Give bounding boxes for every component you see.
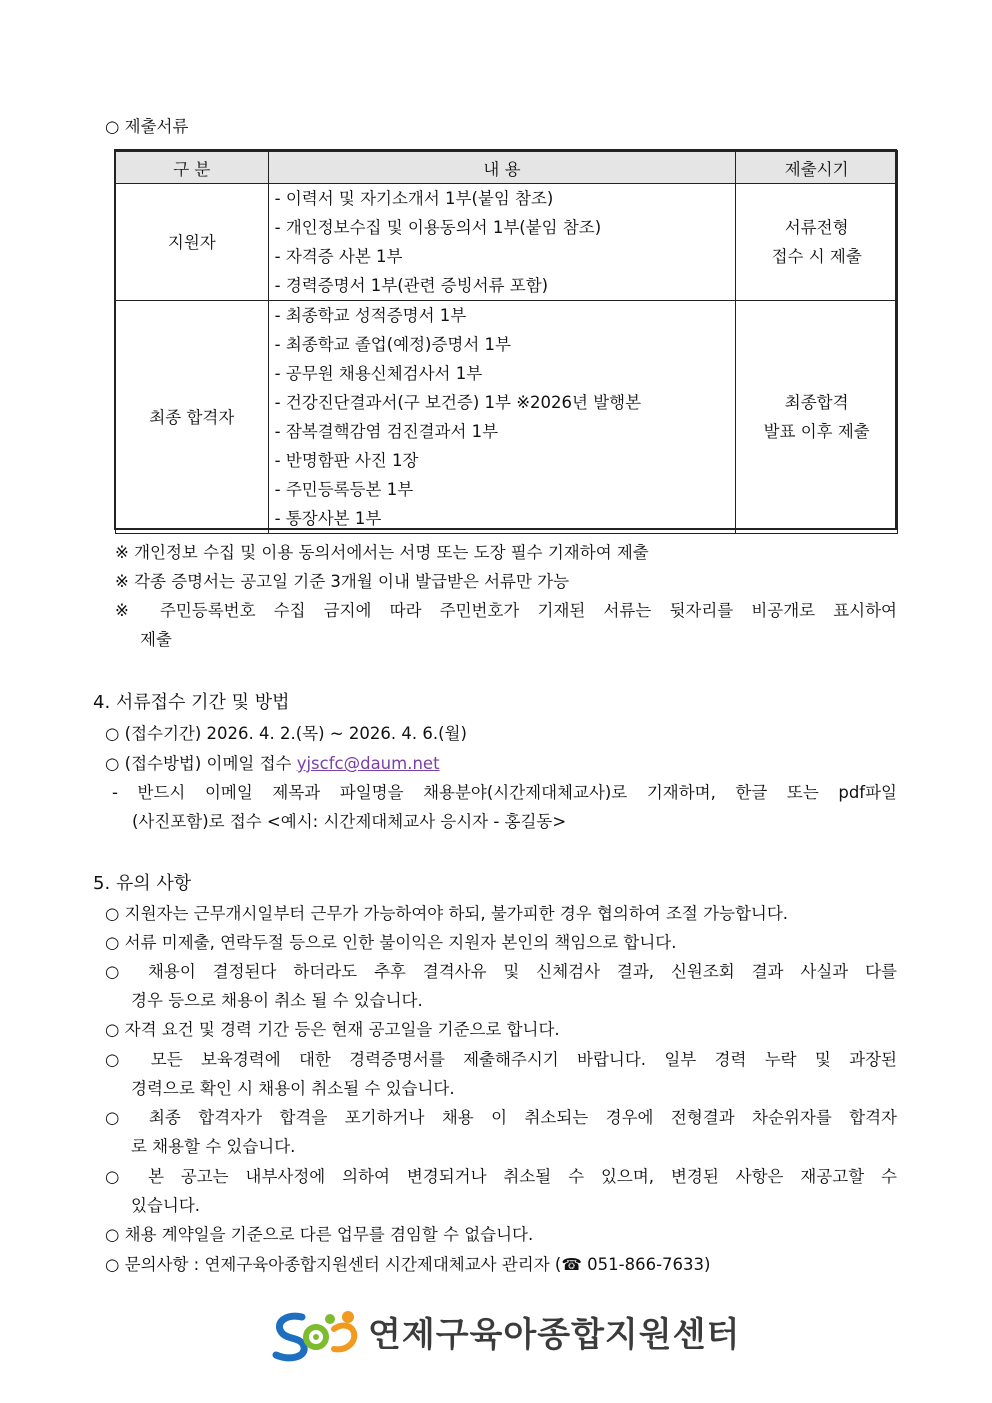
list-item: - 자격증 사본 1부: [274, 247, 403, 266]
notice-item-continued: 로 채용할 수 있습니다.: [131, 1137, 296, 1156]
section4-title: 4. 서류접수 기간 및 방법: [93, 692, 290, 713]
notice-item: ○ 최종 합격자가 합격을 포기하거나 채용 이 취소되는 경우에 전형결과 차순위자를 합격자: [105, 1108, 897, 1127]
row-category: 최종 합격자: [116, 301, 269, 534]
table-row: [116, 184, 898, 301]
notice-item: ○ 지원자는 근무개시일부터 근무가 가능하여야 하되, 불가피한 경우 협의하여 조절 가능합니다.: [105, 904, 789, 923]
list-item: - 반명함판 사진 1장: [274, 451, 419, 470]
note-item-continued: 제출: [140, 630, 172, 649]
list-item: - 통장사본 1부: [274, 509, 382, 528]
notice-item-continued: 있습니다.: [131, 1196, 201, 1215]
submission-table: [115, 150, 898, 534]
row-timing: [736, 184, 898, 301]
note-item: ※ 각종 증명서는 공고일 기준 3개월 이내 발급받은 서류만 가능: [115, 572, 570, 591]
center-logo: [272, 1307, 741, 1363]
list-item: - 최종학교 성적증명서 1부: [274, 306, 467, 325]
notice-item: ○ 자격 요건 및 경력 기간 등은 현재 공고일을 기준으로 합니다.: [105, 1020, 560, 1039]
method-line: [105, 752, 440, 776]
row-items: [268, 301, 736, 534]
row-category: 지원자: [116, 184, 269, 301]
note-item: ※ 주민등록번호 수집 금지에 따라 주민번호가 기재된 서류는 뒷자리를 비공개로 표시하여: [115, 601, 897, 620]
email-link[interactable]: yjscfc@daum.net: [296, 754, 440, 773]
list-item: - 최종학교 졸업(예정)증명서 1부: [274, 335, 511, 354]
notice-item: ○ 채용 계약일을 기준으로 다른 업무를 겸임할 수 없습니다.: [105, 1225, 534, 1244]
list-item: - 주민등록등본 1부: [274, 480, 414, 499]
period-line: ○ (접수기간) 2026. 4. 2.(목) ~ 2026. 4. 6.(월): [105, 724, 467, 743]
row-items: [268, 184, 736, 301]
notice-item-continued: 경우 등으로 채용이 취소 될 수 있습니다.: [131, 991, 423, 1010]
center-logo-icon: [272, 1307, 364, 1363]
table-row: [116, 301, 898, 534]
section5-title: 5. 유의 사항: [93, 873, 192, 894]
header-category: 구 분: [116, 151, 269, 184]
list-item: - 개인정보수집 및 이용동의서 1부(붙임 참조): [274, 218, 602, 237]
notice-item: ○ 문의사항 : 연제구육아종합지원센터 시간제대체교사 관리자 (☎ 051-866-7633): [105, 1255, 711, 1274]
center-logo-text: 연제구육아종합지원센터: [368, 1315, 741, 1355]
instruction-line: - 반드시 이메일 제목과 파일명을 채용분야(시간제대체교사)로 기재하며, 한글 또는 pdf파일: [112, 783, 897, 802]
method-label: ○ (접수방법) 이메일 접수: [105, 754, 297, 773]
notice-item: ○ 모든 보육경력에 대한 경력증명서를 제출해주시기 바랍니다. 일부 경력 누락 및 과장된: [105, 1050, 897, 1069]
instruction-line-continued: (사진포함)로 접수 <예시: 시간제대체교사 응시자 - 홍길동>: [132, 812, 567, 831]
list-item: - 건강진단결과서(구 보건증) 1부 ※2026년 발행본: [274, 393, 642, 412]
list-item: - 이력서 및 자기소개서 1부(붙임 참조): [274, 189, 554, 208]
submission-heading: ○ 제출서류: [105, 117, 189, 136]
timing-line: 발표 이후 제출: [763, 422, 870, 441]
timing-line: 서류전형: [784, 218, 849, 237]
timing-line: 최종합격: [784, 393, 849, 412]
notice-item: ○ 서류 미제출, 연락두절 등으로 인한 불이익은 지원자 본인의 책임으로 합니다.: [105, 933, 677, 952]
list-item: - 잠복결핵감염 검진결과서 1부: [274, 422, 499, 441]
header-timing: 제출시기: [736, 151, 898, 184]
notice-item: ○ 본 공고는 내부사정에 의하여 변경되거나 취소될 수 있으며, 변경된 사항은 재공고할 수: [105, 1167, 897, 1186]
list-item: - 경력증명서 1부(관련 증빙서류 포함): [274, 276, 549, 295]
header-content: 내 용: [268, 151, 736, 184]
notice-item-continued: 경력으로 확인 시 채용이 취소될 수 있습니다.: [131, 1079, 455, 1098]
note-item: ※ 개인정보 수집 및 이용 동의서에서는 서명 또는 도장 필수 기재하여 제출: [115, 543, 649, 562]
timing-line: 접수 시 제출: [771, 247, 862, 266]
list-item: - 공무원 채용신체검사서 1부: [274, 364, 483, 383]
row-timing: [736, 301, 898, 534]
notice-item: ○ 채용이 결정된다 하더라도 추후 결격사유 및 신체검사 결과, 신원조회 결과 사실과 다를: [105, 962, 897, 981]
